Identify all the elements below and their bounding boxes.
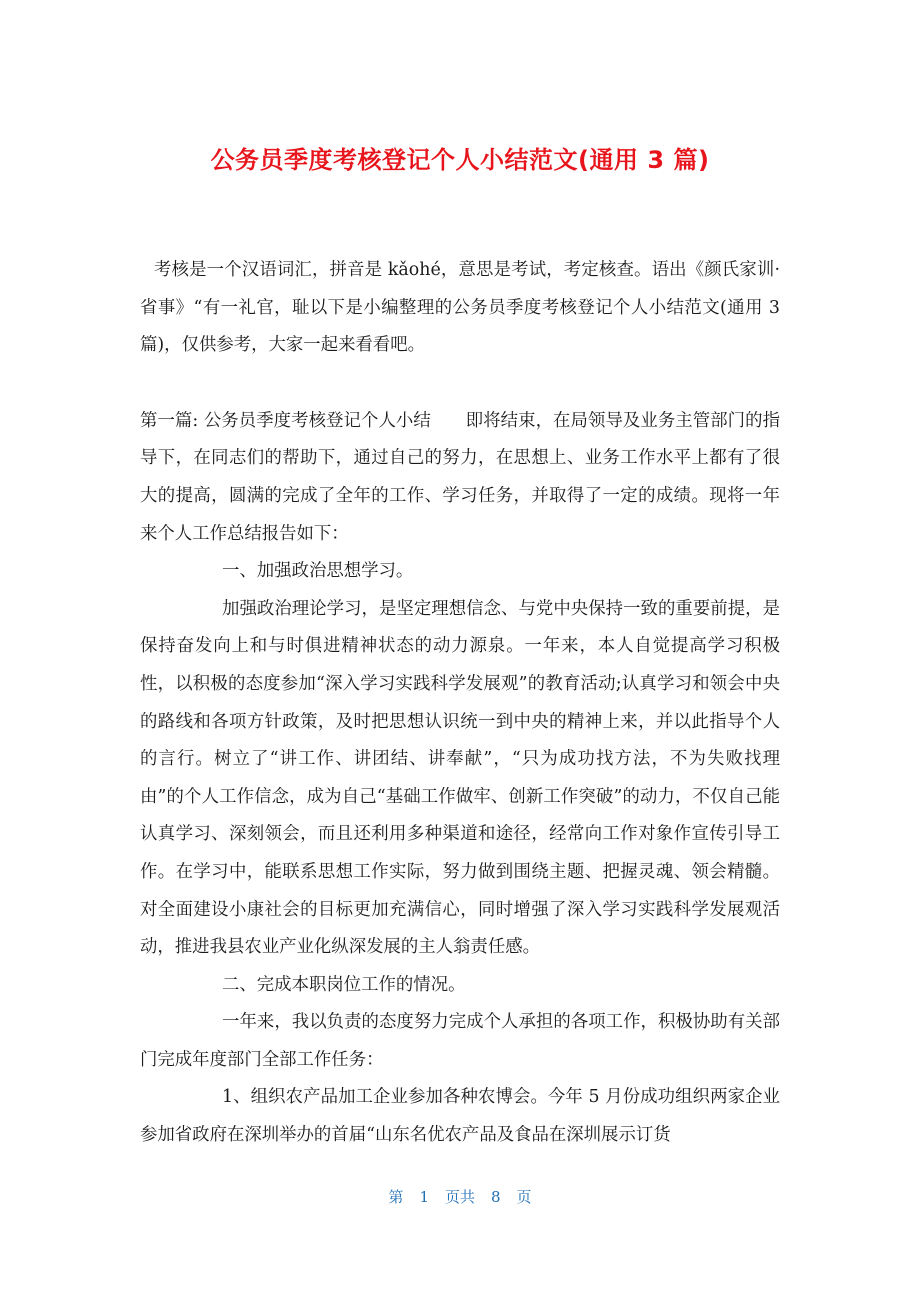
document-body bbox=[140, 252, 780, 1155]
footer-prefix: 第 bbox=[388, 1188, 404, 1206]
section-heading-political-study: 一、加强政治思想学习。 bbox=[222, 561, 414, 582]
footer-total-pages: 8 bbox=[491, 1188, 501, 1206]
document-title: 公务员季度考核登记个人小结范文(通用 3 篇) bbox=[210, 146, 710, 174]
item-one-paragraph: 1、组织农产品加工企业参加各种农博会。今年 5 月份成功组织两家企业参加省政府在深圳举办的首届“山东名优农产品及食品在深圳展示订货 bbox=[140, 1087, 780, 1146]
section-heading-job-duties: 二、完成本职岗位工作的情况。 bbox=[222, 974, 466, 995]
political-study-paragraph: 加强政治理论学习，是坚定理想信念、与党中央保持一致的重要前提，是保持奋发向上和与时俱进精神状态的动力源泉。一年来，本人自觉提高学习积极性，以积极的态度参加“深入学习实践科学发展观”的教育活动;认真学习和领会中央的路线和各项方针政策，及时把思想认识统一到中央的精神上来，并以此指导个人的言行。树立了“讲工作、讲团结、讲奉献”，“只为成功找方法，不为失败找理由”的个人工作信念，成为自己“基础工作做牢、创新工作突破”的动力，不仅自己能认真学习、深刻领会，而且还利用多种渠道和途径，经常向工作对象作宣传引导工作。在学习中，能联系思想工作实际，努力做到围绕主题、把握灵魂、领会精髓。对全面建设小康社会的目标更加充满信心，同时增强了深入学习实践科学发展观活动，推进我县农业产业化纵深发展的主人翁责任感。 bbox=[140, 598, 780, 958]
page-footer bbox=[0, 1186, 920, 1207]
job-duties-paragraph: 一年来，我以负责的态度努力完成个人承担的各项工作，积极协助有关部门完成年度部门全部工作任务： bbox=[140, 1012, 780, 1070]
intro-paragraph: 考核是一个汉语词汇，拼音是 kǎohé，意思是考试，考定核查。语出《颜氏家训·省事》“有一礼官，耻以下是小编整理的公务员季度考核登记个人小结范文(通用 3 篇)，仅供参考，大家一起来看看吧。 bbox=[140, 260, 780, 356]
footer-middle: 页共 bbox=[444, 1188, 475, 1206]
footer-current-page: 1 bbox=[419, 1188, 429, 1206]
chapter-one-opening-paragraph: 第一篇: 公务员季度考核登记个人小结 即将结束，在局领导及业务主管部门的指导下，在同志们的帮助下，通过自己的努力，在思想上、业务工作水平上都有了很大的提高，圆满的完成了全年的工作、学习任务，并取得了一定的成绩。现将一年来个人工作总结报告如下： bbox=[140, 410, 780, 544]
footer-suffix: 页 bbox=[516, 1188, 532, 1206]
